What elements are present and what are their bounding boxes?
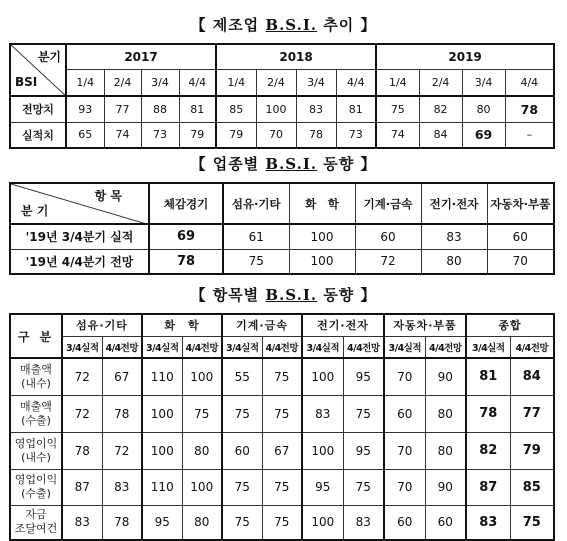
subcolumn-header: 3/4실적 [302,336,343,358]
subcolumn-header: 4/4전망 [182,336,222,358]
section-title-manufacturing-bsi [0,14,567,35]
column-header: 체감경기 [149,183,223,224]
table-cell: 70 [384,358,425,395]
year-header: 2018 [216,44,376,69]
table-cell: 83 [343,505,384,540]
table-cell: 87 [62,469,102,505]
table-cell: 87 [466,469,510,505]
table-cell: 67 [262,432,302,469]
table-cell: 72 [102,432,142,469]
table-cell: 80 [421,249,487,274]
table-cell: 70 [487,249,554,274]
table-cell: 70 [256,122,296,148]
table-cell: 80 [182,505,222,540]
table-cell: 60 [425,505,466,540]
row-label [10,469,62,505]
table-row [10,96,554,122]
table-row [10,505,554,540]
table-cell: 83 [296,96,336,122]
table-cell: 100 [302,358,343,395]
table-cell: 72 [355,249,421,274]
subcolumn-header: 4/4전망 [510,336,554,358]
table-cell: 82 [466,432,510,469]
row-label-line2: (수출) [21,487,51,500]
table-cell: 95 [302,469,343,505]
table-cell: 83 [466,505,510,540]
corner-bottom-label: 분 기 [21,204,49,218]
table-cell: 83 [421,224,487,249]
table-cell: 100 [289,249,355,274]
quarter-header: 2/4 [419,69,462,96]
table-cell: 70 [384,432,425,469]
title-prefix: 【 항목별 [190,286,266,304]
corner-top-label: 분기 [37,50,61,64]
table-cell: 75 [343,395,384,432]
table-cell: 100 [182,469,222,505]
row-label-line2: (내수) [21,450,51,464]
group-header: 섬유·기타 [62,314,142,336]
table-cell: 72 [62,358,102,395]
table-cell: 78 [296,122,336,148]
table-cell: 75 [262,358,302,395]
subcolumn-header: 3/4실적 [384,336,425,358]
table-cell: 75 [262,395,302,432]
table-cell: 77 [104,96,141,122]
section-title-item-bsi [0,284,567,305]
table-cell: – [505,122,554,148]
quarter-header: 2/4 [256,69,296,96]
table-cell: 81 [336,96,376,122]
table-cell: 78 [102,505,142,540]
table-cell: 80 [462,96,505,122]
table-cell: 83 [302,395,343,432]
table-cell: 110 [142,358,182,395]
quarter-header: 4/4 [336,69,376,96]
table-cell: 80 [182,432,222,469]
table-cell: 90 [425,358,466,395]
subcolumn-header: 4/4전망 [262,336,302,358]
table-cell: 78 [102,395,142,432]
table-row [10,469,554,505]
table-cell: 100 [256,96,296,122]
table-cell: 75 [510,505,554,540]
title-suffix: 추이 】 [317,16,377,34]
table-cell: 110 [142,469,182,505]
table-cell: 80 [425,432,466,469]
quarter-header: 3/4 [296,69,336,96]
table-row [10,395,554,432]
table-cell: 100 [142,432,182,469]
column-header: 기계·금속 [355,183,421,224]
row-label-line1: 영업이익 [14,436,58,450]
table-cell: 100 [302,505,343,540]
table-cell: 100 [182,358,222,395]
table-cell: 75 [223,249,289,274]
table-row [10,249,554,274]
group-header: 자동차·부품 [384,314,466,336]
year-header: 2017 [66,44,216,69]
row-label [10,358,62,395]
column-header: 자동차·부품 [487,183,554,224]
table-cell: 79 [216,122,256,148]
title-suffix: 동향 】 [317,155,377,173]
row-label [10,432,62,469]
table-cell: 75 [182,395,222,432]
quarter-header: 1/4 [376,69,419,96]
table-cell: 85 [510,469,554,505]
quarter-header: 3/4 [141,69,179,96]
table-cell: 65 [66,122,104,148]
group-header: 종합 [466,314,554,336]
table-cell: 69 [149,224,223,249]
row-label-line1: 매출액 [20,399,52,413]
column-header: 섬유·기타 [223,183,289,224]
table-row [10,224,554,249]
table-cell: 60 [222,432,262,469]
table-cell: 95 [343,358,384,395]
table-cell: 90 [425,469,466,505]
table3-corner: 구 분 [10,314,62,358]
table-cell: 80 [425,395,466,432]
year-header: 2019 [376,44,554,69]
table-cell: 75 [343,469,384,505]
table-cell: 77 [510,395,554,432]
column-header: 전기·전자 [421,183,487,224]
table-cell: 75 [222,469,262,505]
table-cell: 70 [384,469,425,505]
table-cell: 74 [376,122,419,148]
table-cell: 100 [142,395,182,432]
table-cell: 75 [222,395,262,432]
table-cell: 79 [510,432,554,469]
table-cell: 93 [66,96,104,122]
table-cell: 61 [223,224,289,249]
title-bsi: B.S.I. [265,16,318,34]
table-cell: 83 [102,469,142,505]
row-label-line2: (수출) [21,413,51,427]
table-cell: 83 [62,505,102,540]
table-cell: 75 [222,505,262,540]
quarter-header: 2/4 [104,69,141,96]
manufacturing-bsi-trend-table [9,43,555,149]
table-cell: 75 [376,96,419,122]
table-cell: 78 [466,395,510,432]
table-cell: 85 [216,96,256,122]
group-header: 화 학 [142,314,222,336]
table1-corner [10,44,66,96]
corner-bottom-label: BSI [15,75,38,89]
table-cell: 95 [343,432,384,469]
title-suffix: 동향 】 [317,286,377,304]
subcolumn-header: 3/4실적 [62,336,102,358]
row-label-line2: (내수) [21,376,51,390]
group-header: 전기·전자 [302,314,384,336]
table-cell: 60 [487,224,554,249]
table-cell: 60 [384,505,425,540]
table-cell: 69 [462,122,505,148]
table-cell: 84 [510,358,554,395]
table2-corner [10,183,149,224]
row-label: '19년 3/4분기 실적 [10,224,149,249]
section-title-industry-bsi [0,153,567,174]
row-label: '19년 4/4분기 전망 [10,249,149,274]
table-cell: 95 [142,505,182,540]
table-cell: 75 [262,505,302,540]
title-bsi: B.S.I. [265,155,318,173]
row-label-line2: 조달여건 [14,522,58,536]
row-label [10,395,62,432]
table-cell: 74 [104,122,141,148]
table-cell: 81 [466,358,510,395]
subcolumn-header: 3/4실적 [466,336,510,358]
subcolumn-header: 3/4실적 [222,336,262,358]
table-cell: 60 [355,224,421,249]
table-row [10,358,554,395]
table-cell: 78 [149,249,223,274]
row-label: 전망치 [10,96,66,122]
industry-bsi-table [9,182,555,275]
table-cell: 78 [505,96,554,122]
quarter-header: 1/4 [66,69,104,96]
table-cell: 100 [289,224,355,249]
table-cell: 60 [384,395,425,432]
table-cell: 67 [102,358,142,395]
row-label: 실적치 [10,122,66,148]
table-cell: 72 [62,395,102,432]
quarter-header: 3/4 [462,69,505,96]
quarter-header: 1/4 [216,69,256,96]
table-row [10,122,554,148]
table-cell: 75 [262,469,302,505]
quarter-header: 4/4 [505,69,554,96]
row-label-line1: 매출액 [20,362,52,376]
column-header: 화 학 [289,183,355,224]
table-cell: 79 [179,122,216,148]
table-cell: 84 [419,122,462,148]
table-cell: 81 [179,96,216,122]
table-cell: 88 [141,96,179,122]
table-cell: 82 [419,96,462,122]
table-row [10,432,554,469]
subcolumn-header: 4/4전망 [343,336,384,358]
group-header: 기계·금속 [222,314,302,336]
title-prefix: 【 제조업 [190,16,266,34]
table-cell: 55 [222,358,262,395]
table-cell: 73 [336,122,376,148]
table-cell: 73 [141,122,179,148]
table-cell: 78 [62,432,102,469]
row-label-line1: 자금 [25,508,47,522]
quarter-header: 4/4 [179,69,216,96]
corner-top-label: 항 목 [94,189,122,203]
row-label-line1: 영업이익 [14,473,58,486]
title-bsi: B.S.I. [265,286,318,304]
item-bsi-table [9,313,555,541]
title-prefix: 【 업종별 [190,155,266,173]
subcolumn-header: 3/4실적 [142,336,182,358]
row-label [10,505,62,540]
subcolumn-header: 4/4전망 [102,336,142,358]
table-cell: 100 [302,432,343,469]
subcolumn-header: 4/4전망 [425,336,466,358]
